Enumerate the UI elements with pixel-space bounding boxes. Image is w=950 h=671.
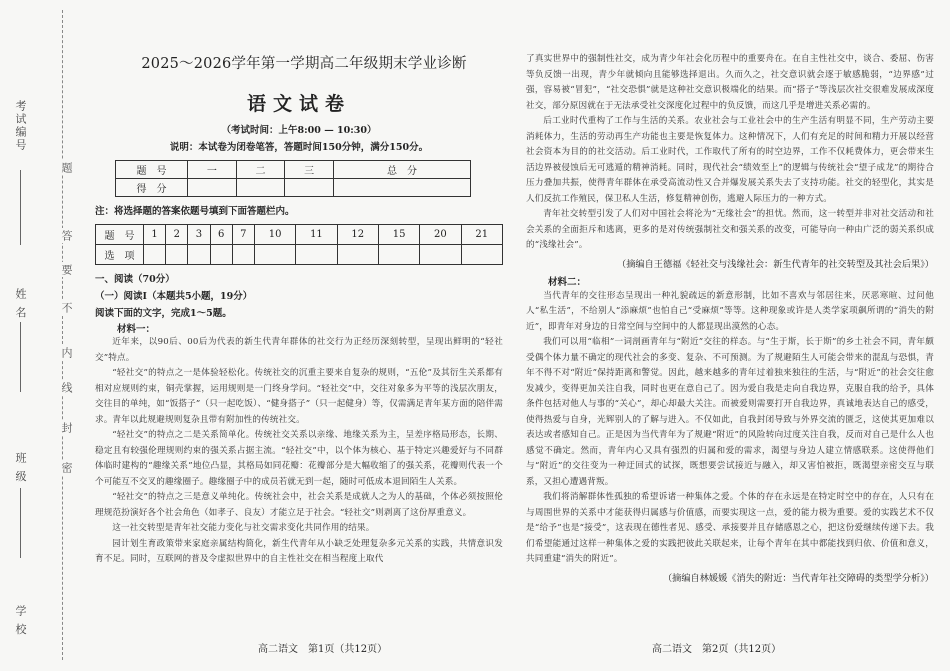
score-table	[115, 160, 471, 197]
exam-number-label: 考试编号	[14, 100, 27, 152]
answer-blank-cell[interactable]	[337, 245, 378, 265]
page-two	[526, 52, 934, 588]
page-one-footer: 高二语文 第1页（共12页）	[258, 644, 388, 655]
answer-number-cell: 10	[254, 225, 295, 245]
score-header-cell: 题 号	[116, 161, 188, 179]
school-label: 学 校	[14, 605, 27, 637]
seal-char: 要	[60, 264, 73, 275]
source-citation: （摘编自王德福《轻社交与浅缘社会：新生代青年的社交转型及其社会后果》）	[617, 258, 934, 270]
score-header-cell: 三	[285, 161, 334, 179]
seal-char: 题	[60, 162, 73, 173]
answer-header-label: 题 号	[96, 225, 144, 245]
name-label: 姓 名	[14, 288, 27, 320]
seal-line	[62, 10, 63, 660]
answer-number-cell: 21	[461, 225, 502, 245]
paragraph: 我们将消解群体性孤独的希望诉诸一种集体之爱。个体的存在永远是在特定时空中的存在，人只有在与周围世界的关系中才能获得归属感与价值感，而要实现这一点，爱的能力极为重要。爱的实践艺术不仅是“给予”也是“接受”，这表现在德性者见、感受、承接要并且存储感恩之心，把这份爱继续传递下去。我们希望能通过这样一种集体之爱的实践把彼此关联起来，让每个青年在其中都能找到归依、价值和意义，共同重建“消失的附近”。	[526, 492, 934, 564]
answer-number-cell: 20	[420, 225, 461, 245]
answer-blank-cell[interactable]	[378, 245, 419, 265]
binding-strip	[0, 0, 80, 671]
material-two-label: 材料二：	[548, 276, 587, 288]
page-two-footer: 高二语文 第2页（共12页）	[652, 644, 782, 655]
exam-instructions: 说明：本试卷为闭卷笔答，答题时间150分钟，满分150分。	[169, 142, 429, 153]
source-citation: （摘编自林媛媛《消失的附近：当代青年社交障碍的类型学分析》）	[662, 572, 934, 584]
score-header-cell: 总 分	[333, 161, 470, 179]
paragraph: 近年来，以90后、00后为代表的新生代青年群体的社交行为正经历深刻转型，呈现出鲜明的“轻社交”特点。	[95, 337, 503, 363]
answer-option-label: 选 项	[96, 245, 144, 265]
paragraph: “轻社交”的特点之一是体验轻松化。传统社交的沉重主要来自复杂的规则，“五伦”及其衍生关系都有相对应规则约束，铜壳掌握，运用规则是一门终身学问。“轻社交”中，交往对象多为平等的浅层次朋友，交往目的单纯，如“饭搭子”（只一起吃饭）、“健身搭子”（只一起健身）等，仅需满足青年某方面的陪伴需求。青年以此规避规则复杂且带有附加性的传统社交。	[95, 368, 503, 425]
score-row-label: 得 分	[116, 179, 188, 197]
material-one-label: 材料一：	[117, 324, 156, 335]
answer-blank-cell[interactable]	[296, 245, 337, 265]
answer-table	[95, 224, 503, 265]
answer-blank-cell[interactable]	[461, 245, 502, 265]
answer-blank-cell[interactable]	[144, 245, 166, 265]
score-blank-cell[interactable]	[333, 179, 470, 197]
exam-number-blank	[20, 170, 21, 245]
score-header-cell: 一	[188, 161, 237, 179]
answer-blank-cell[interactable]	[254, 245, 295, 265]
seal-char: 内	[60, 347, 73, 358]
class-blank	[20, 488, 21, 558]
reading-prompt: 阅读下面的文字，完成1～5题。	[95, 308, 232, 319]
subsection-heading: （一）阅读Ⅰ（本题共5小题，19分）	[95, 291, 253, 302]
answer-blank-cell[interactable]	[420, 245, 461, 265]
answer-blank-cell[interactable]	[188, 245, 210, 265]
paragraph: 青年社交转型引发了人们对中国社会将沦为“无缘社会”的担忧。然而，这一转型并非对社交活动和社会关系的全面拒斥和逃离，更多的是对传统强制社交和强关系的改变，可能导向一种由广泛的弱关系织成的“浅缘社会”。	[526, 209, 934, 250]
paragraph: 了真实世界中的强制性社交，成为青少年社会化历程中的重要舟在。在自主性社交中，谈合、委屈、伤害等负反馈一出现，青少年就倾向且能够选择退出。久而久之，社交意识就会逐于敏感脆弱，“边界感”过强，容易被“冒犯”，“社交恐惧”就是这种社交意识极端化的结果。而“搭子”等浅层次社交很难发展成深度社交，部分原因就在于无法承受社交深度化过程中的负反馈，而这几乎是增进关系必需的。	[526, 54, 934, 111]
exam-time: （考试时间：上午8:00 — 10:30）	[221, 125, 377, 136]
seal-char: 封	[60, 422, 73, 433]
score-blank-cell[interactable]	[188, 179, 237, 197]
seal-char: 密	[60, 462, 73, 473]
score-blank-cell[interactable]	[236, 179, 285, 197]
seal-char: 答	[60, 230, 73, 241]
answer-blank-cell[interactable]	[232, 245, 254, 265]
paragraph: 这一社交转型是青年社交能力变化与社交需求变化共同作用的结果。	[112, 523, 375, 533]
answer-number-cell: 2	[166, 225, 188, 245]
paragraph: “轻社交”的特点之三是意义单纯化。传统社会中，社会关系是成就人之为人的基础，个体必须按照伦理规范扮演好各个社会角色（如孝子、良友）才能立足于社会。“轻社交”则剥离了这份厚重意义。	[95, 492, 503, 518]
score-header-cell: 二	[236, 161, 285, 179]
paragraph: 当代青年的交往形态呈现出一种礼貌疏远的新意形制，比如不喜欢与邻居往来，厌恶寒暄、过问他人“私生活”，不给别人“添麻烦”也怕自己“受麻烦”等等。这种现象或许是人类学家项飙所谓的“消失的附近”，即青年对身边的日常空间与空间中的人都显现出漠然的心态。	[526, 290, 934, 332]
seal-char: 不	[60, 302, 73, 313]
answer-blank-cell[interactable]	[166, 245, 188, 265]
name-blank	[20, 322, 21, 392]
class-label: 班 级	[14, 452, 27, 484]
exam-title: 2025～2026学年第一学期高二年级期末学业诊断	[141, 56, 467, 72]
subject-title: 语文试卷	[246, 93, 351, 115]
answer-number-cell: 11	[296, 225, 337, 245]
answer-number-cell: 1	[144, 225, 166, 245]
answer-number-cell: 15	[378, 225, 419, 245]
section-heading: 一、阅读（70分）	[95, 274, 175, 285]
paragraph: 园计划生育政策带来家庭亲属结构简化，新生代青年从小缺乏处理复杂多元关系的实践，共情意识发育不足。同时，互联网的普及令虚拟世界中的自主性社交在相当程度上取代	[95, 538, 503, 564]
answer-number-cell: 6	[210, 225, 232, 245]
paragraph: “轻社交”的特点之二是关系简单化。传统社交关系以亲缘、地缘关系为主，呈差序格局形态，长期、稳定且有较强伦理规则约束的强关系占据主流。“轻社交”中，以个体为核心、基于特定兴趣爱好与不同群体临时建构的“趣缘关系”地位凸显，其格局如同花瓣：花瓣部分是大幅收缩了的强关系，花瓣则代表一个个可能互不交叉的趣缘圈子。趣缘圈子中的成员若就无到一起，随时可低成本退回陌生人关系。	[95, 430, 503, 487]
seal-char: 线	[60, 382, 73, 393]
answer-number-cell: 3	[188, 225, 210, 245]
answer-number-cell: 12	[337, 225, 378, 245]
score-blank-cell[interactable]	[285, 179, 334, 197]
answer-note: 注：将选择题的答案依题号填到下面答题栏内。	[95, 206, 295, 217]
answer-blank-cell[interactable]	[210, 245, 232, 265]
paragraph: 我们可以用“临相”一词剖画青年与“附近”交往的样态。与“生于斯，长于斯”的乡土社会不同，青年颇受偶个体力量不确定的现代社会的多变、复杂、不可预测。为了规避陌生人可能会带来的混乱与恐惧，青年不得不对“附近”保持距离和警觉。因此，越来越多的青年过着独来独往的生活，与“附近”的社会交往愈发减少，变得更加关注自我，同时也更在意自己了。因为爱自我是走向自我边界，克服自我的给予，具体条件包括对他人与事的“关心”，却心却最大关注。而被爱则需要打开自我边界，真诚地表达自己的感受，使得热爱与自身，光辉别人的了解与进入。不仅如此，自我封闭导致与外界交流的匮乏，这使其更加难以表达或者感知自己。正是因为当代青年为了规避“附近”的风险转向过度关注自我，反而对自己是什么人也感觉不确定。然而，青年内心又具有强烈的归属和爱的需求，渴望与身边人建立情感联系。这使得他们与“附近”的交往变为一种迂回式的试探，既想要尝试接近与融入，却又害怕被拒，既渴望亲密交互与联系，又担心遭遇背叛。	[526, 337, 934, 487]
page-one	[95, 52, 503, 568]
paragraph: 后工业时代重构了工作与生活的关系。农业社会与工业社会中的生产生活有明显不同，生产劳动主要消耗体力，生活的劳动再生产功能也主要是恢复体力。这种情况下，人们有充足的时间和精力开展以经营社会资本为目的的社交活动。后工业时代，工作取代了所有的时空边界，工作不仅耗费体力，更会带来生活边界被侵蚀后无可逃遁的精神消耗。同时，现代社会“绩效至上”的逻辑与传统社会“望子成龙”的期待合压力叠加共振，使得青年群体在承受高流动性又合并爆发展关系失去了支持功能。社交的轻型化，其实是人们反抗工作殖民，保卫私人生活，修复精神创伤，逃避人际压力的一种方式。	[526, 116, 934, 204]
answer-number-cell: 7	[232, 225, 254, 245]
